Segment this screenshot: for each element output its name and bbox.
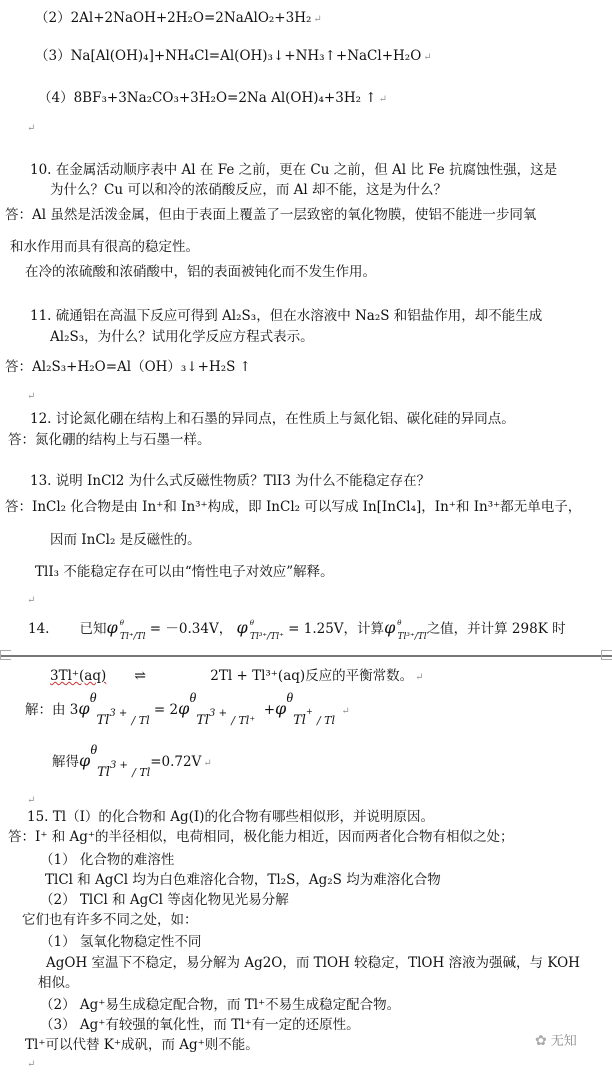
answer-15-item: TlCl 和 AgCl 均为白色难溶化合物，Tl₂S，Ag₂S 均为难溶化合物 <box>45 872 441 888</box>
question-15: 15. Tl（Ⅰ）的化合物和 Ag(I)的化合物有哪些相似形，并说明原因。 <box>27 809 434 825</box>
question-13: 13. 说明 InCl2 为什么式反磁性物质？TlI3 为什么不能稳定存在？ <box>30 473 431 489</box>
paragraph-mark: ↵ <box>27 1059 36 1070</box>
answer-15-item: （1） 化合物的难溶性 <box>40 852 175 868</box>
answer-15-item: AgOH 室温下不稳定，易分解为 Ag2O，而 TlOH 较稳定，TlOH 溶液为强碱，与 KOH <box>46 955 580 971</box>
paragraph-mark: ↵ <box>378 94 387 105</box>
page-break-separator <box>0 655 612 657</box>
answer-15-item: （1） 氢氧化物稳定性不同 <box>40 934 202 950</box>
question-14: 14. 已知φ $^\theta_{Tl^+/Tl}$ = －0.34V， φ $^\theta_{Tl^{3+}/Tl^+}$ = 1.25V，计算φ $^\theta_{Tl^{3+}/Tl}$之值，并计算 298K 时 <box>28 618 566 642</box>
answer-12: 答：氮化硼的结构上与石墨一样。 <box>8 432 211 448</box>
paragraph-mark: ↵ <box>27 795 36 806</box>
question-11: 11. 硫通铝在高温下反应可得到 Al₂S₃，但在水溶液中 Na₂S 和铝盐作用，却不能生成 <box>30 308 543 324</box>
page-margin-marker <box>0 650 11 660</box>
equilibrium-arrow-icon: ⇌ <box>134 668 144 684</box>
answer-15-item: Tl⁺可以代替 K⁺成矾，而 Ag⁺则不能。 <box>25 1037 259 1053</box>
equation-2: （2）2Al+2NaOH+2H₂O=2NaAlO₂+3H₂ ↵ <box>35 10 322 26</box>
solution-14-equation: 解：由 3φθTl3 + $_{/ Tl}$ = 2φθTl3 + $_{/ Tl^+}$ +φθTl+ $_{/ Tl}$ ↵ <box>25 691 350 728</box>
reaction-equation: 3Tl⁺(aq) ⇌ 2Tl + Tl³⁺(aq)反应的平衡常数。 ↵ <box>50 668 424 684</box>
answer-15-item: （2） TlCl 和 AgCl 等卤化物见光易分解 <box>40 892 289 908</box>
paragraph-mark: ↵ <box>27 595 36 606</box>
equation-3: （3）Na[Al(OH)₄]+NH₄Cl=Al(OH)₃↓+NH₃↑+NaCl+H₂O ↵ <box>35 48 432 64</box>
paragraph-mark: ↵ <box>27 123 36 134</box>
answer-11: 答：Al₂S₃+H₂O=Al（OH）₃↓+H₂S ↑ <box>5 359 251 375</box>
solution-14-result: 解得φθTl3 + $_{/ Tl}$=0.72V ↵ <box>52 743 212 780</box>
paragraph-mark: ↵ <box>203 758 212 769</box>
answer-10-note: 在冷的浓硫酸和浓硝酸中，铝的表面被钝化而不发生作用。 <box>25 264 376 280</box>
answer-15-item: （2） Ag⁺易生成稳定配合物，而 Tl⁺不易生成稳定配合物。 <box>40 997 401 1013</box>
answer-15-item: 它们也有许多不同之处，如： <box>22 912 198 928</box>
equation-4: （4）8BF₃+3Na₂CO₃+3H₂O=2Na Al(OH)₄+3H₂ ↑ ↵ <box>38 90 387 106</box>
paragraph-mark: ↵ <box>423 52 432 63</box>
answer-13-note: TlI₃ 不能稳定存在可以由“惰性电子对效应”解释。 <box>35 564 334 580</box>
page-margin-marker <box>601 650 612 660</box>
wechat-icon: ✿ <box>535 1033 547 1049</box>
paragraph-mark: ↵ <box>27 391 36 402</box>
paragraph-mark: ↵ <box>341 706 350 717</box>
paragraph-mark: ↵ <box>313 14 322 25</box>
paragraph-mark: ↵ <box>415 672 424 683</box>
answer-13: 答：InCl₂ 化合物是由 In⁺和 In³⁺构成，即 InCl₂ 可以写成 In[InCl₄]，In⁺和 In³⁺都无单电子， <box>5 499 582 515</box>
answer-15-item: （3） Ag⁺有较强的氧化性，而 Tl⁺有一定的还原性。 <box>40 1017 360 1033</box>
question-11-cont: Al₂S₃，为什么？试用化学反应方程式表示。 <box>50 329 314 345</box>
answer-10-cont: 和水作用而具有很高的稳定性。 <box>10 239 199 255</box>
answer-15: 答：I⁺ 和 Ag⁺的半径相似，电荷相同，极化能力相近，因而两者化合物有相似之处； <box>8 829 514 845</box>
answer-13-cont: 因而 InCl₂ 是反磁性的。 <box>50 532 201 548</box>
answer-10: 答：Al 虽然是活泼金属，但由于表面上覆盖了一层致密的氧化物膜，使铝不能进一步同氧 <box>5 207 537 223</box>
watermark: ✿ 无知 <box>535 1033 577 1049</box>
question-12: 12. 讨论氮化硼在结构上和石墨的异同点，在性质上与氮化铝、碳化硅的异同点。 <box>30 411 515 427</box>
question-10: 10. 在金属活动顺序表中 Al 在 Fe 之前，更在 Cu 之前，但 Al 比 Fe 抗腐蚀性强，这是 <box>30 162 558 178</box>
answer-15-item: 相似。 <box>38 975 79 991</box>
question-10-cont: 为什么？Cu 可以和冷的浓硝酸反应，而 Al 却不能，这是为什么？ <box>50 182 447 198</box>
